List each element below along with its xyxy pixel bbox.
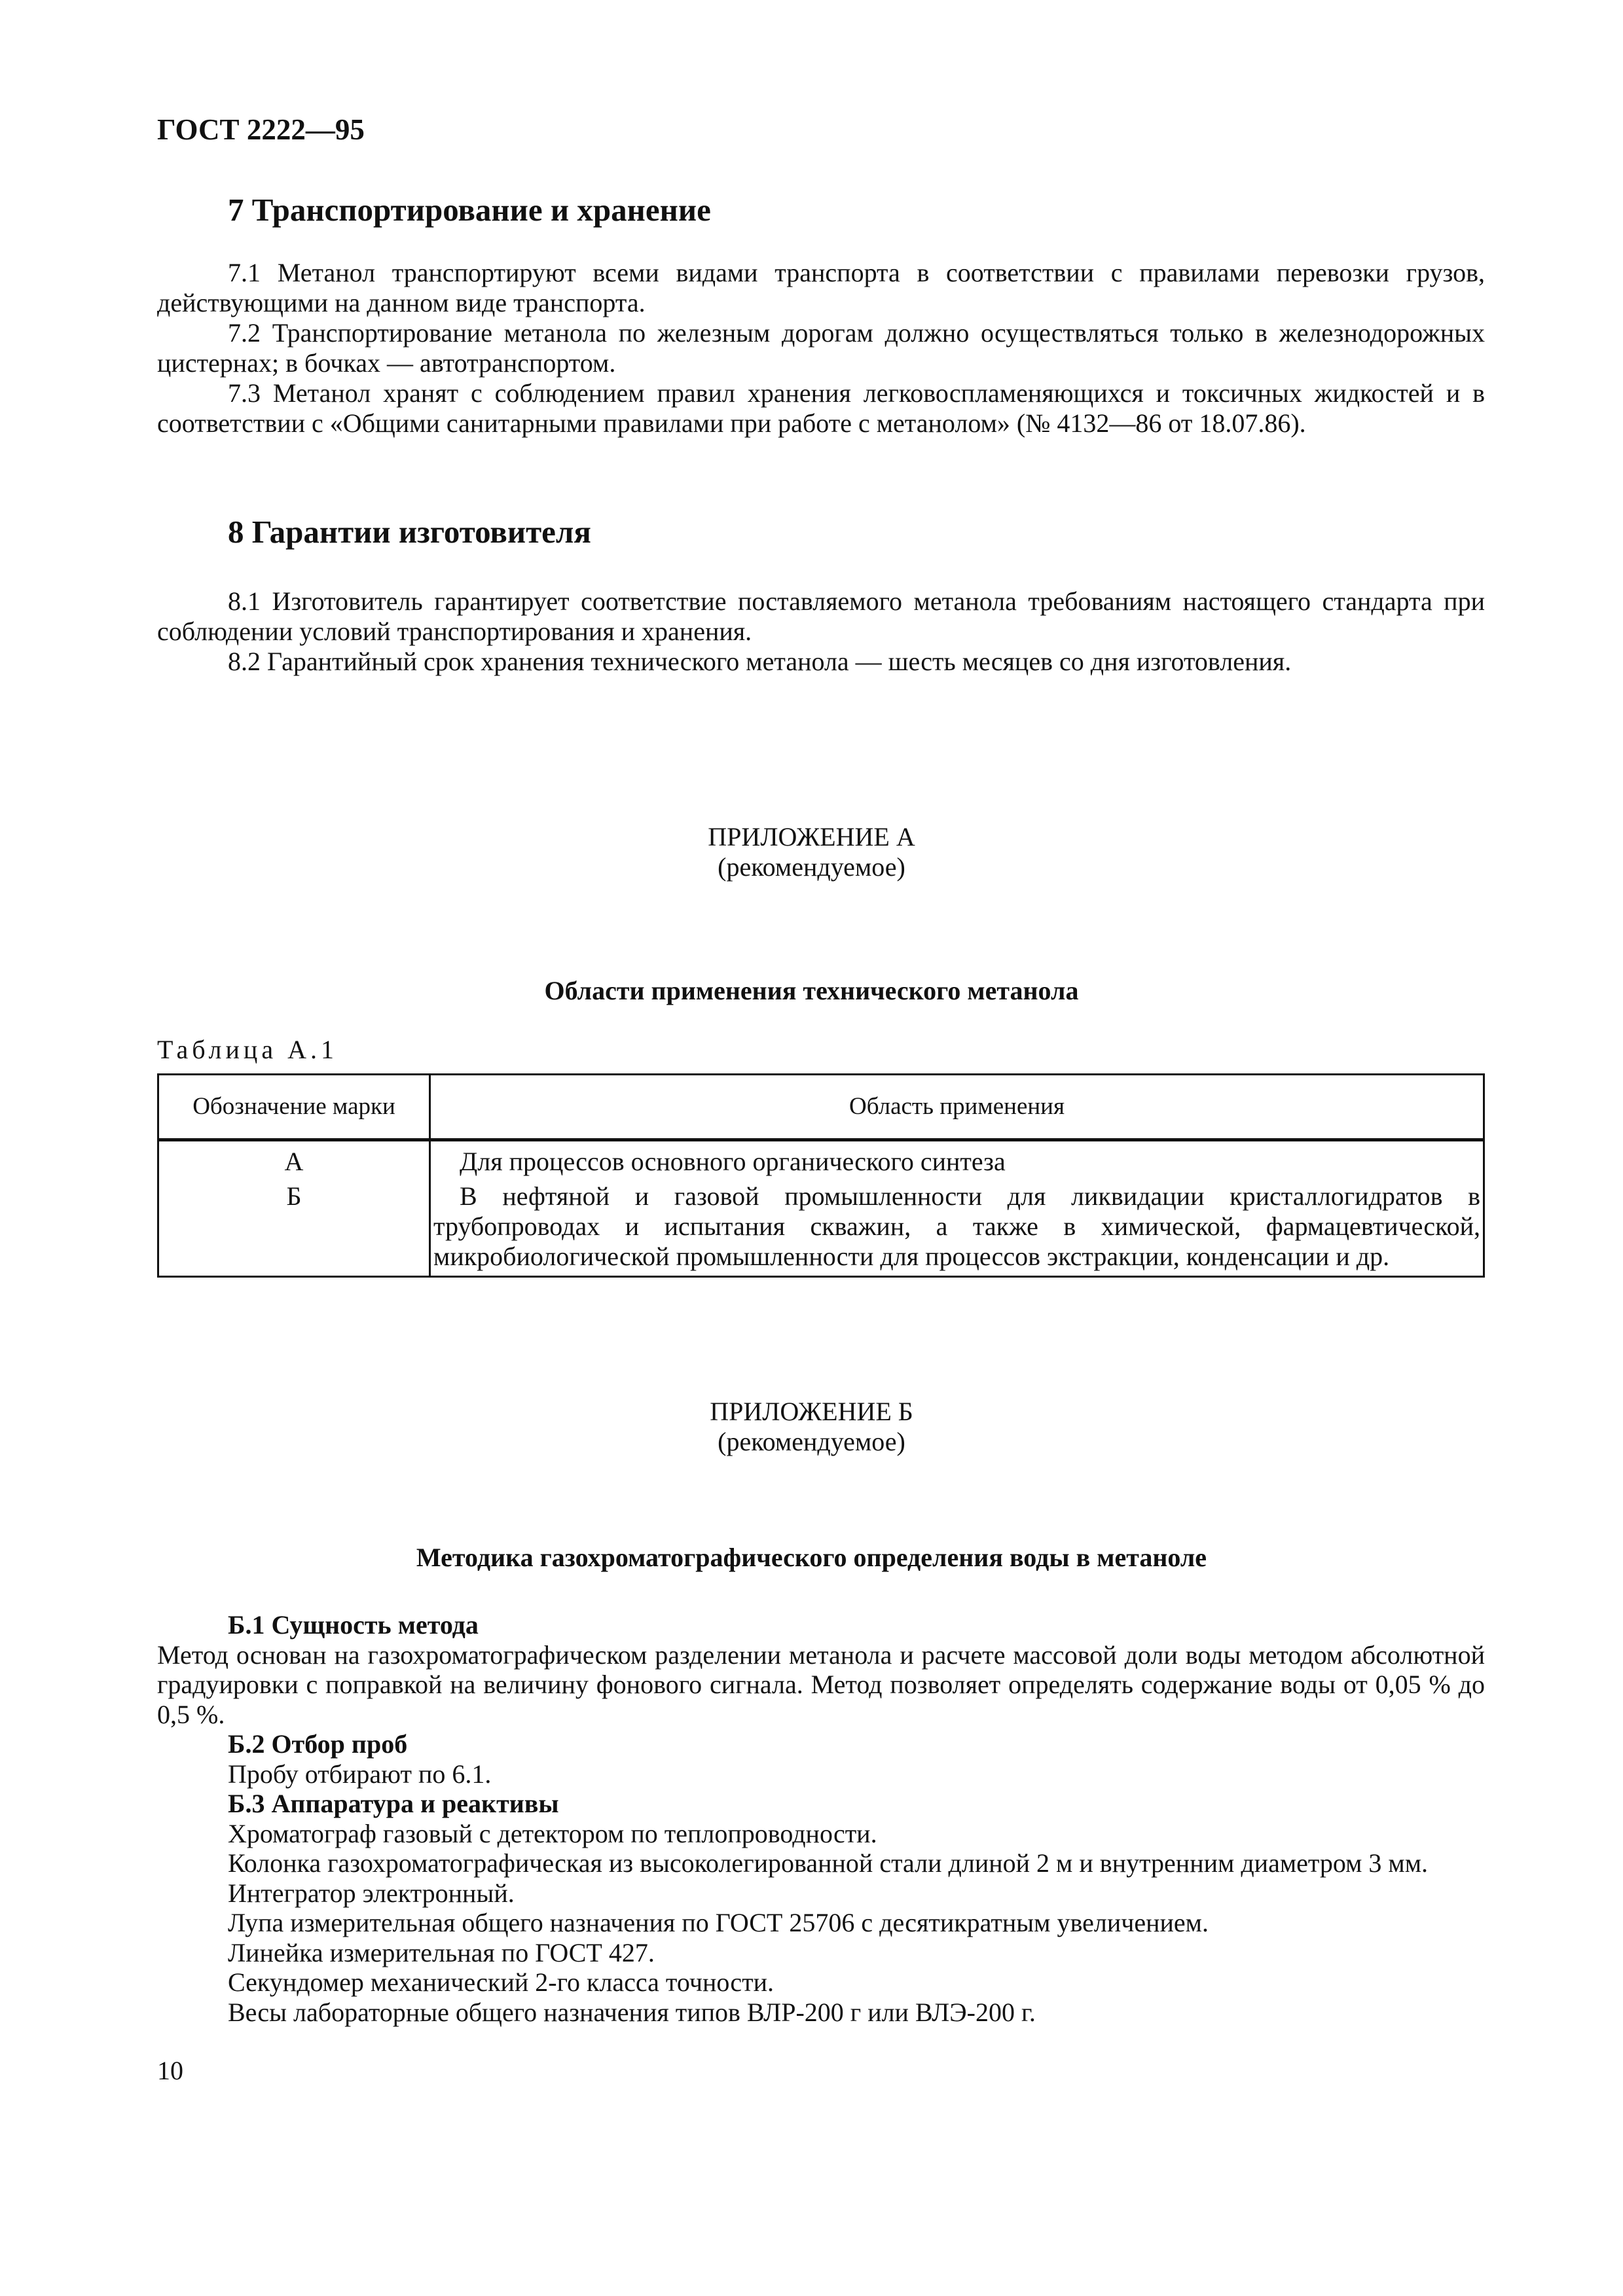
table-cell-mark: Б bbox=[158, 1177, 430, 1277]
appendix-b-body bbox=[157, 1610, 1485, 2027]
section-7-body bbox=[157, 258, 1485, 439]
section-7-title: 7 Транспортирование и хранение bbox=[228, 192, 711, 228]
table-row bbox=[158, 1140, 1484, 1178]
list-item: Лупа измерительная общего назначения по ГОСТ 25706 с десятикратным увеличением. bbox=[228, 1908, 1209, 1937]
appendix-b-status: (рекомендуемое) bbox=[718, 1427, 905, 1456]
table-cell-area bbox=[430, 1140, 1484, 1178]
paragraph-7-1: 7.1 Метанол транспортируют всеми видами транспорта в соответствии с правилами перевозки грузов, действующими на данном виде транспорта. bbox=[157, 258, 1485, 317]
section-8-body bbox=[157, 586, 1485, 677]
section-8-title: 8 Гарантии изготовителя bbox=[228, 514, 591, 550]
table-header-area: Область применения bbox=[430, 1075, 1484, 1140]
appendix-a-status: (рекомендуемое) bbox=[718, 852, 905, 882]
paragraph-8-2: 8.2 Гарантийный срок хранения технического метанола — шесть месяцев со дня изготовления. bbox=[228, 647, 1292, 676]
list-item: Линейка измерительная по ГОСТ 427. bbox=[228, 1937, 655, 1967]
table-a1-label: Таблица А.1 bbox=[157, 1035, 338, 1064]
table-header-mark: Обозначение марки bbox=[158, 1075, 430, 1140]
table-cell-area-text: В нефтяной и газовой промышленности для ликвидации кристаллогидратов в трубопроводах и испытания скважин, а также в химической, фармацевтической, микробиологической промышленности для процессов экстракции, конденсации и др. bbox=[433, 1181, 1480, 1271]
table-cell-area bbox=[430, 1177, 1484, 1277]
table-row bbox=[158, 1177, 1484, 1277]
list-item: Секундомер механический 2-го класса точности. bbox=[228, 1967, 775, 1997]
b3-heading: Б.3 Аппаратура и реактивы bbox=[228, 1789, 559, 1818]
appendix-b-label: ПРИЛОЖЕНИЕ Б bbox=[710, 1397, 913, 1426]
paragraph-7-2: 7.2 Транспортирование метанола по железным дорогам должно осуществляться только в железнодорожных цистернах; в бочках — автотранспортом. bbox=[157, 318, 1485, 378]
appendix-a-title: Области применения технического метанола bbox=[544, 976, 1079, 1005]
page-number: 10 bbox=[157, 2056, 183, 2085]
appendix-b-title: Методика газохроматографического определения воды в метаноле bbox=[416, 1543, 1207, 1572]
list-item: Хроматограф газовый с детектором по теплопроводности. bbox=[228, 1818, 877, 1848]
b2-heading: Б.2 Отбор проб bbox=[228, 1729, 408, 1759]
b1-heading: Б.1 Сущность метода bbox=[228, 1610, 479, 1640]
list-item: Колонка газохроматографическая из высоколегированной стали длиной 2 м и внутренним диаметром 3 мм. bbox=[228, 1848, 1429, 1878]
paragraph-8-1: 8.1 Изготовитель гарантирует соответствие поставляемого метанола требованиям настоящего стандарта при соблюдении условий транспортирования и хранения. bbox=[157, 586, 1485, 646]
list-item: Весы лабораторные общего назначения типов ВЛР-200 г или ВЛЭ-200 г. bbox=[228, 1997, 1036, 2027]
list-item: Интегратор электронный. bbox=[228, 1878, 515, 1908]
paragraph-7-3: 7.3 Метанол хранят с соблюдением правил хранения легковоспламеняющихся и токсичных жидкостей и в соответствии с «Общими санитарными правилами при работе с метанолом» (№ 4132—86 от 18.07.86). bbox=[157, 378, 1485, 438]
document-code: ГОСТ 2222—95 bbox=[157, 113, 365, 146]
b1-text: Метод основан на газохроматографическом разделении метанола и расчете массовой доли воды методом абсолютной градуировки с поправкой на величину фонового сигнала. Метод позволяет определять содержание воды от 0,05 % до 0,5 %. bbox=[157, 1640, 1485, 1729]
table-cell-area-text: Для процессов основного органического синтеза bbox=[460, 1147, 1006, 1176]
table-cell-mark: А bbox=[158, 1140, 430, 1178]
appendix-a-label: ПРИЛОЖЕНИЕ А bbox=[708, 822, 915, 852]
b2-text: Пробу отбирают по 6.1. bbox=[228, 1759, 492, 1789]
table-a1 bbox=[157, 1073, 1485, 1278]
